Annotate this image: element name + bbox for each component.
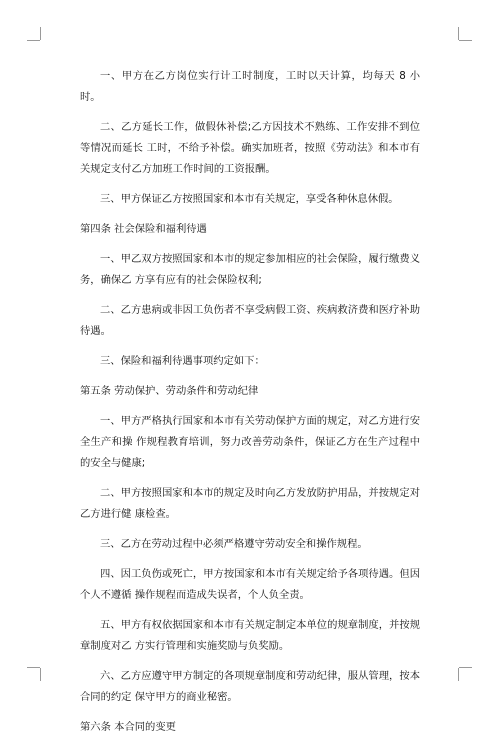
paragraph: 五、甲方有权依据国家和本市有关规定制定本单位的规章制度，并按规章制度对乙 方实行管理和实施奖励与负奖励。 — [80, 619, 420, 652]
paragraph: 三、乙方在劳动过程中必须严格遵守劳动安全和操作规程。 — [100, 538, 368, 550]
paragraph: 二、甲方按照国家和本市的规定及时向乙方发放防护用品，并按规定对乙方进行健 康检查。 — [80, 487, 420, 520]
paragraph: 三、甲方保证乙方按照国家和本市有关规定，享受各种休息休假。 — [100, 193, 399, 205]
section-heading: 第六条 本合同的变更 — [80, 721, 176, 733]
paragraph: 六、乙方应遵守甲方制定的各项规章制度和劳动纪律，服从管理，按本合同的约定 保守甲方的商业秘密。 — [80, 670, 420, 703]
paragraph: 二、乙方延长工作，做假休补偿;乙方因技术不熟练、工作安排不到位等情况而延长 工时，不给予补偿。确实加班者，按照《劳动法》和本市有关规定支付乙方加班工作时间的工资报酬。 — [80, 121, 420, 175]
paragraph: 二、乙方患病或非因工负伤者不享受病假工资、疾病救济费和医疗补助待遇。 — [80, 304, 420, 337]
paragraph: 一、甲方严格执行国家和本市有关劳动保护方面的规定，对乙方进行安全生产和操 作规程教育培训，努力改善劳动条件，保证乙方在生产过程中的安全与健康; — [80, 415, 420, 469]
section-heading: 第四条 社会保险和福利待遇 — [80, 223, 207, 235]
document-page — [80, 66, 420, 747]
section-heading: 第五条 劳动保护、劳动条件和劳动纪律 — [80, 385, 259, 397]
paragraph: 三、保险和福利待遇事项约定如下： — [100, 355, 265, 367]
paragraph: 一、甲乙双方按照国家和本市的规定参加相应的社会保险，履行缴费义务，确保乙 方享有应有的社会保险权利; — [80, 253, 420, 286]
paragraph: 四、因工负伤或死亡，甲方按国家和本市有关规定给予各项待遇。但因个人不遵循 操作规程而造成失误者，个人负全责。 — [80, 568, 420, 601]
paragraph: 一、甲方在乙方岗位实行计工时制度，工时以天计算，均每天 8 小时。 — [80, 70, 420, 103]
